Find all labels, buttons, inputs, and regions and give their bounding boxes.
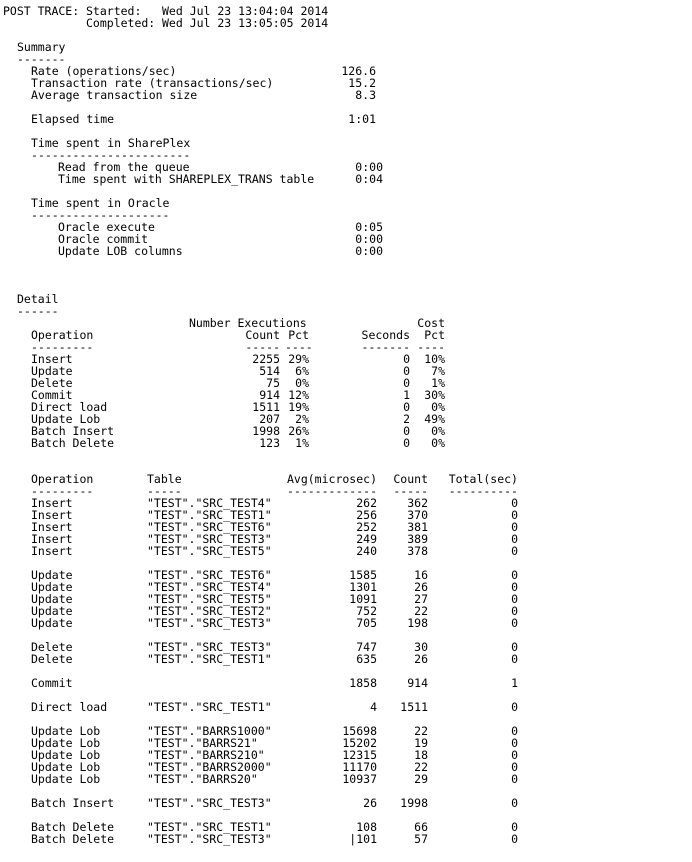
- total-cell: 0: [511, 640, 518, 654]
- avg-cell: 1301: [349, 580, 377, 594]
- item-value: 0:05: [355, 220, 383, 234]
- operation-cell: Update: [31, 580, 73, 594]
- pct-cell: 12%: [288, 388, 309, 402]
- avg-cell: 747: [356, 640, 377, 654]
- detail-heading: Detail: [17, 292, 59, 306]
- operation-cell: Batch Delete: [31, 436, 115, 450]
- count-cell: 914: [259, 388, 280, 402]
- count-cell: 378: [407, 544, 428, 558]
- total-cell: 0: [511, 604, 518, 618]
- col-total-sec: Total(sec): [448, 472, 518, 486]
- operation-cell: Update: [31, 592, 73, 606]
- text-caret: |: [349, 832, 357, 846]
- total-cell: 0: [511, 772, 518, 786]
- tables-table-row: [3, 617, 692, 629]
- count-cell: 370: [407, 508, 428, 522]
- operation-cell: Update Lob: [31, 772, 101, 786]
- table-name-cell: "TEST"."BARRS210": [147, 748, 265, 762]
- operations-table-row: [3, 437, 692, 449]
- count-cell: 2255: [252, 352, 280, 366]
- tables-table-row: [3, 833, 692, 845]
- cost-pct-cell: 7%: [431, 364, 445, 378]
- avg-cell: 10937: [342, 772, 377, 786]
- operation-cell: Insert: [31, 496, 73, 510]
- count-cell: 26: [414, 652, 428, 666]
- total-cell: 0: [511, 760, 518, 774]
- avg-cell: 256: [356, 508, 377, 522]
- tables-table-row: [3, 677, 692, 689]
- elapsed-time-row: [3, 113, 692, 125]
- metric-label: Transaction rate (transactions/sec): [31, 76, 274, 90]
- cost-pct-cell: 10%: [424, 352, 445, 366]
- col-operation: Operation: [31, 472, 94, 486]
- trace-title: POST TRACE:: [3, 4, 80, 18]
- avg-cell: 15202: [342, 736, 377, 750]
- total-cell: 0: [511, 700, 518, 714]
- trace-header-completed-line: [3, 17, 692, 29]
- item-label: Update LOB columns: [58, 244, 183, 258]
- total-cell: 0: [511, 832, 518, 846]
- summary-metric-row: [3, 89, 692, 101]
- table-name-cell: "TEST"."SRC_TEST3": [147, 616, 272, 630]
- operation-cell: Insert: [31, 544, 73, 558]
- avg-cell: |101: [349, 832, 377, 846]
- item-label: Oracle commit: [58, 232, 149, 246]
- oracle-item-row: [3, 245, 692, 257]
- completed-label: Completed:: [86, 16, 156, 30]
- summary-underline: -------: [17, 52, 66, 66]
- metric-label: Average transaction size: [31, 88, 198, 102]
- count-cell: 27: [414, 592, 428, 606]
- table-name-cell: "TEST"."BARRS2000": [147, 760, 272, 774]
- blank-line: [3, 29, 692, 41]
- pct-cell: 6%: [295, 364, 309, 378]
- operation-cell: Insert: [31, 520, 73, 534]
- tables-table-row: [3, 773, 692, 785]
- avg-cell: 4: [370, 700, 377, 714]
- avg-cell: 26: [363, 796, 377, 810]
- table-name-cell: "TEST"."BARRS1000": [147, 724, 272, 738]
- tables-table-row: [3, 533, 692, 545]
- tables-table-row: [3, 569, 692, 581]
- metric-value: 15.2: [348, 76, 376, 90]
- count-cell: 29: [414, 772, 428, 786]
- table-name-cell: "TEST"."SRC_TEST3": [147, 532, 272, 546]
- started-label: Started:: [86, 4, 142, 18]
- table-name-cell: "TEST"."SRC_TEST1": [147, 820, 272, 834]
- table-name-cell: "TEST"."SRC_TEST1": [147, 700, 272, 714]
- col-table: Table: [147, 472, 182, 486]
- count-cell: 1998: [400, 796, 428, 810]
- cost-pct-cell: 30%: [424, 388, 445, 402]
- tables-table-row: [3, 497, 692, 509]
- count-cell: 66: [414, 820, 428, 834]
- number-executions-header: Number Executions: [189, 316, 307, 330]
- operation-cell: Update Lob: [31, 748, 101, 762]
- col-count: Count: [393, 472, 428, 486]
- table-name-cell: "TEST"."SRC_TEST1": [147, 652, 272, 666]
- operation-cell: Delete: [31, 652, 73, 666]
- tables-table-row: [3, 701, 692, 713]
- pct-cell: 26%: [288, 424, 309, 438]
- table-name-cell: "TEST"."SRC_TEST3": [147, 640, 272, 654]
- col-count: Count: [245, 328, 280, 342]
- operation-cell: Direct load: [31, 700, 108, 714]
- operation-cell: Update Lob: [31, 760, 101, 774]
- pct-cell: 29%: [288, 352, 309, 366]
- total-cell: 1: [511, 676, 518, 690]
- count-cell: 30: [414, 640, 428, 654]
- count-cell: 22: [414, 760, 428, 774]
- col-operation: Operation: [31, 328, 94, 342]
- seconds-cell: 2: [403, 412, 410, 426]
- operation-cell: Insert: [31, 532, 73, 546]
- cost-pct-cell: 1%: [431, 376, 445, 390]
- blank-line: [3, 269, 692, 281]
- tables-table-row: [3, 641, 692, 653]
- operation-cell: Insert: [31, 508, 73, 522]
- operation-cell: Update: [31, 364, 73, 378]
- table-name-cell: "TEST"."SRC_TEST4": [147, 496, 272, 510]
- item-label: Time spent with SHAREPLEX_TRANS table: [58, 172, 315, 186]
- count-cell: 75: [266, 376, 280, 390]
- avg-cell: 1858: [349, 676, 377, 690]
- operation-cell: Update Lob: [31, 736, 101, 750]
- tables-table-row: [3, 797, 692, 809]
- tables-table-row: [3, 593, 692, 605]
- count-cell: 514: [259, 364, 280, 378]
- table-name-cell: "TEST"."SRC_TEST5": [147, 592, 272, 606]
- oracle-subsection-underline: --------------------: [31, 208, 170, 222]
- tables-table-header-underline: --------- ----- ------------- ----- ----------: [31, 484, 518, 498]
- item-label: Oracle execute: [58, 220, 155, 234]
- operation-cell: Delete: [31, 376, 73, 390]
- metric-label: Rate (operations/sec): [31, 64, 177, 78]
- total-cell: 0: [511, 616, 518, 630]
- seconds-cell: 0: [403, 364, 410, 378]
- avg-cell: 108: [356, 820, 377, 834]
- blank-line: [3, 449, 692, 461]
- pct-cell: 19%: [288, 400, 309, 414]
- avg-cell: 262: [356, 496, 377, 510]
- tables-table-row: [3, 605, 692, 617]
- operation-cell: Update: [31, 568, 73, 582]
- operation-cell: Update: [31, 604, 73, 618]
- seconds-cell: 0: [403, 424, 410, 438]
- operation-cell: Commit: [31, 388, 73, 402]
- tables-table-row: [3, 581, 692, 593]
- item-value: 0:00: [355, 232, 383, 246]
- operation-cell: Direct load: [31, 400, 108, 414]
- pct-cell: 0%: [295, 376, 309, 390]
- operations-table-row: [3, 365, 692, 377]
- avg-cell: 12315: [342, 748, 377, 762]
- count-cell: 16: [414, 568, 428, 582]
- total-cell: 0: [511, 748, 518, 762]
- operation-cell: Update: [31, 616, 73, 630]
- item-value: 0:00: [355, 160, 383, 174]
- tables-table-row: [3, 509, 692, 521]
- tables-table-row: [3, 521, 692, 533]
- total-cell: 0: [511, 544, 518, 558]
- table-name-cell: "TEST"."SRC_TEST6": [147, 520, 272, 534]
- total-cell: 0: [511, 568, 518, 582]
- avg-cell: 1585: [349, 568, 377, 582]
- avg-cell: 249: [356, 532, 377, 546]
- table-name-cell: "TEST"."SRC_TEST1": [147, 508, 272, 522]
- count-cell: 207: [259, 412, 280, 426]
- count-cell: 381: [407, 520, 428, 534]
- cost-pct-cell: 0%: [431, 436, 445, 450]
- count-cell: 389: [407, 532, 428, 546]
- summary-heading: Summary: [17, 40, 66, 54]
- item-value: 0:00: [355, 244, 383, 258]
- avg-cell: 705: [356, 616, 377, 630]
- total-cell: 0: [511, 520, 518, 534]
- total-cell: 0: [511, 508, 518, 522]
- blank-line: [3, 257, 692, 269]
- operations-table-header-underline: --------- ----- ---- ------- ----: [31, 340, 445, 354]
- operations-table-row: [3, 353, 692, 365]
- metric-value: 126.6: [341, 64, 376, 78]
- total-cell: 0: [511, 820, 518, 834]
- total-cell: 0: [511, 796, 518, 810]
- count-cell: 198: [407, 616, 428, 630]
- seconds-cell: 1: [403, 388, 410, 402]
- blank-line: [3, 557, 692, 569]
- operation-cell: Insert: [31, 352, 73, 366]
- total-cell: 0: [511, 496, 518, 510]
- pct-cell: 2%: [295, 412, 309, 426]
- cost-pct-cell: 0%: [431, 400, 445, 414]
- avg-cell: 240: [356, 544, 377, 558]
- operation-cell: Batch Insert: [31, 424, 115, 438]
- cost-pct-cell: 49%: [424, 412, 445, 426]
- total-cell: 0: [511, 580, 518, 594]
- col-pct: Pct: [288, 328, 309, 342]
- seconds-cell: 0: [403, 436, 410, 450]
- count-cell: 26: [414, 580, 428, 594]
- col-cost-pct: Pct: [424, 328, 445, 342]
- cost-pct-cell: 0%: [431, 424, 445, 438]
- table-name-cell: "TEST"."BARRS20": [147, 772, 258, 786]
- count-cell: 18: [414, 748, 428, 762]
- seconds-cell: 0: [403, 400, 410, 414]
- count-cell: 22: [414, 604, 428, 618]
- operation-cell: Update Lob: [31, 724, 101, 738]
- blank-line: [3, 665, 692, 677]
- elapsed-value: 1:01: [348, 112, 376, 126]
- table-name-cell: "TEST"."SRC_TEST3": [147, 832, 272, 846]
- operations-table-group-header: [3, 317, 692, 329]
- pct-cell: 1%: [295, 436, 309, 450]
- count-cell: 22: [414, 724, 428, 738]
- count-cell: 1511: [400, 700, 428, 714]
- total-cell: 0: [511, 724, 518, 738]
- item-label: Read from the queue: [58, 160, 190, 174]
- col-seconds: Seconds: [361, 328, 410, 342]
- count-cell: 1511: [252, 400, 280, 414]
- total-cell: 0: [511, 592, 518, 606]
- table-name-cell: "TEST"."SRC_TEST4": [147, 580, 272, 594]
- total-cell: 0: [511, 652, 518, 666]
- cost-header: Cost: [417, 316, 445, 330]
- avg-cell: 11170: [342, 760, 377, 774]
- avg-cell: 252: [356, 520, 377, 534]
- operations-table-row: [3, 377, 692, 389]
- blank-line: [3, 281, 692, 293]
- operations-table-row: [3, 401, 692, 413]
- count-cell: 19: [414, 736, 428, 750]
- metric-value: 8.3: [355, 88, 376, 102]
- avg-cell: 1091: [349, 592, 377, 606]
- table-name-cell: "TEST"."SRC_TEST6": [147, 568, 272, 582]
- seconds-cell: 0: [403, 376, 410, 390]
- operation-cell: Delete: [31, 640, 73, 654]
- started-timestamp: Wed Jul 23 13:04:04 2014: [162, 4, 329, 18]
- tables-table-row: [3, 545, 692, 557]
- table-name-cell: "TEST"."SRC_TEST2": [147, 604, 272, 618]
- shareplex-subsection-underline: -----------------------: [31, 148, 191, 162]
- blank-line: [3, 629, 692, 641]
- avg-cell: 752: [356, 604, 377, 618]
- avg-cell: 15698: [342, 724, 377, 738]
- operations-table-column-header: [3, 329, 692, 341]
- col-avg-microsec: Avg(microsec): [286, 472, 377, 486]
- count-cell: 914: [407, 676, 428, 690]
- operation-cell: Batch Delete: [31, 832, 115, 846]
- count-cell: 362: [407, 496, 428, 510]
- shareplex-item-row: [3, 173, 692, 185]
- seconds-cell: 0: [403, 352, 410, 366]
- completed-timestamp: Wed Jul 23 13:05:05 2014: [162, 16, 329, 30]
- total-cell: 0: [511, 532, 518, 546]
- operation-cell: Commit: [31, 676, 73, 690]
- table-name-cell: "TEST"."SRC_TEST5": [147, 544, 272, 558]
- tables-table-row: [3, 653, 692, 665]
- operation-cell: Update Lob: [31, 412, 101, 426]
- shareplex-subsection-heading: Time spent in SharePlex: [31, 136, 191, 150]
- oracle-subsection-heading: Time spent in Oracle: [31, 196, 170, 210]
- avg-cell: 635: [356, 652, 377, 666]
- count-cell: 1998: [252, 424, 280, 438]
- operation-cell: Batch Insert: [31, 796, 115, 810]
- elapsed-label: Elapsed time: [31, 112, 115, 126]
- detail-underline: ------: [17, 304, 59, 318]
- table-name-cell: "TEST"."SRC_TEST3": [147, 796, 272, 810]
- item-value: 0:04: [355, 172, 383, 186]
- count-cell: 123: [259, 436, 280, 450]
- total-cell: 0: [511, 736, 518, 750]
- operation-cell: Batch Delete: [31, 820, 115, 834]
- count-cell: 57: [414, 832, 428, 846]
- table-name-cell: "TEST"."BARRS21": [147, 736, 258, 750]
